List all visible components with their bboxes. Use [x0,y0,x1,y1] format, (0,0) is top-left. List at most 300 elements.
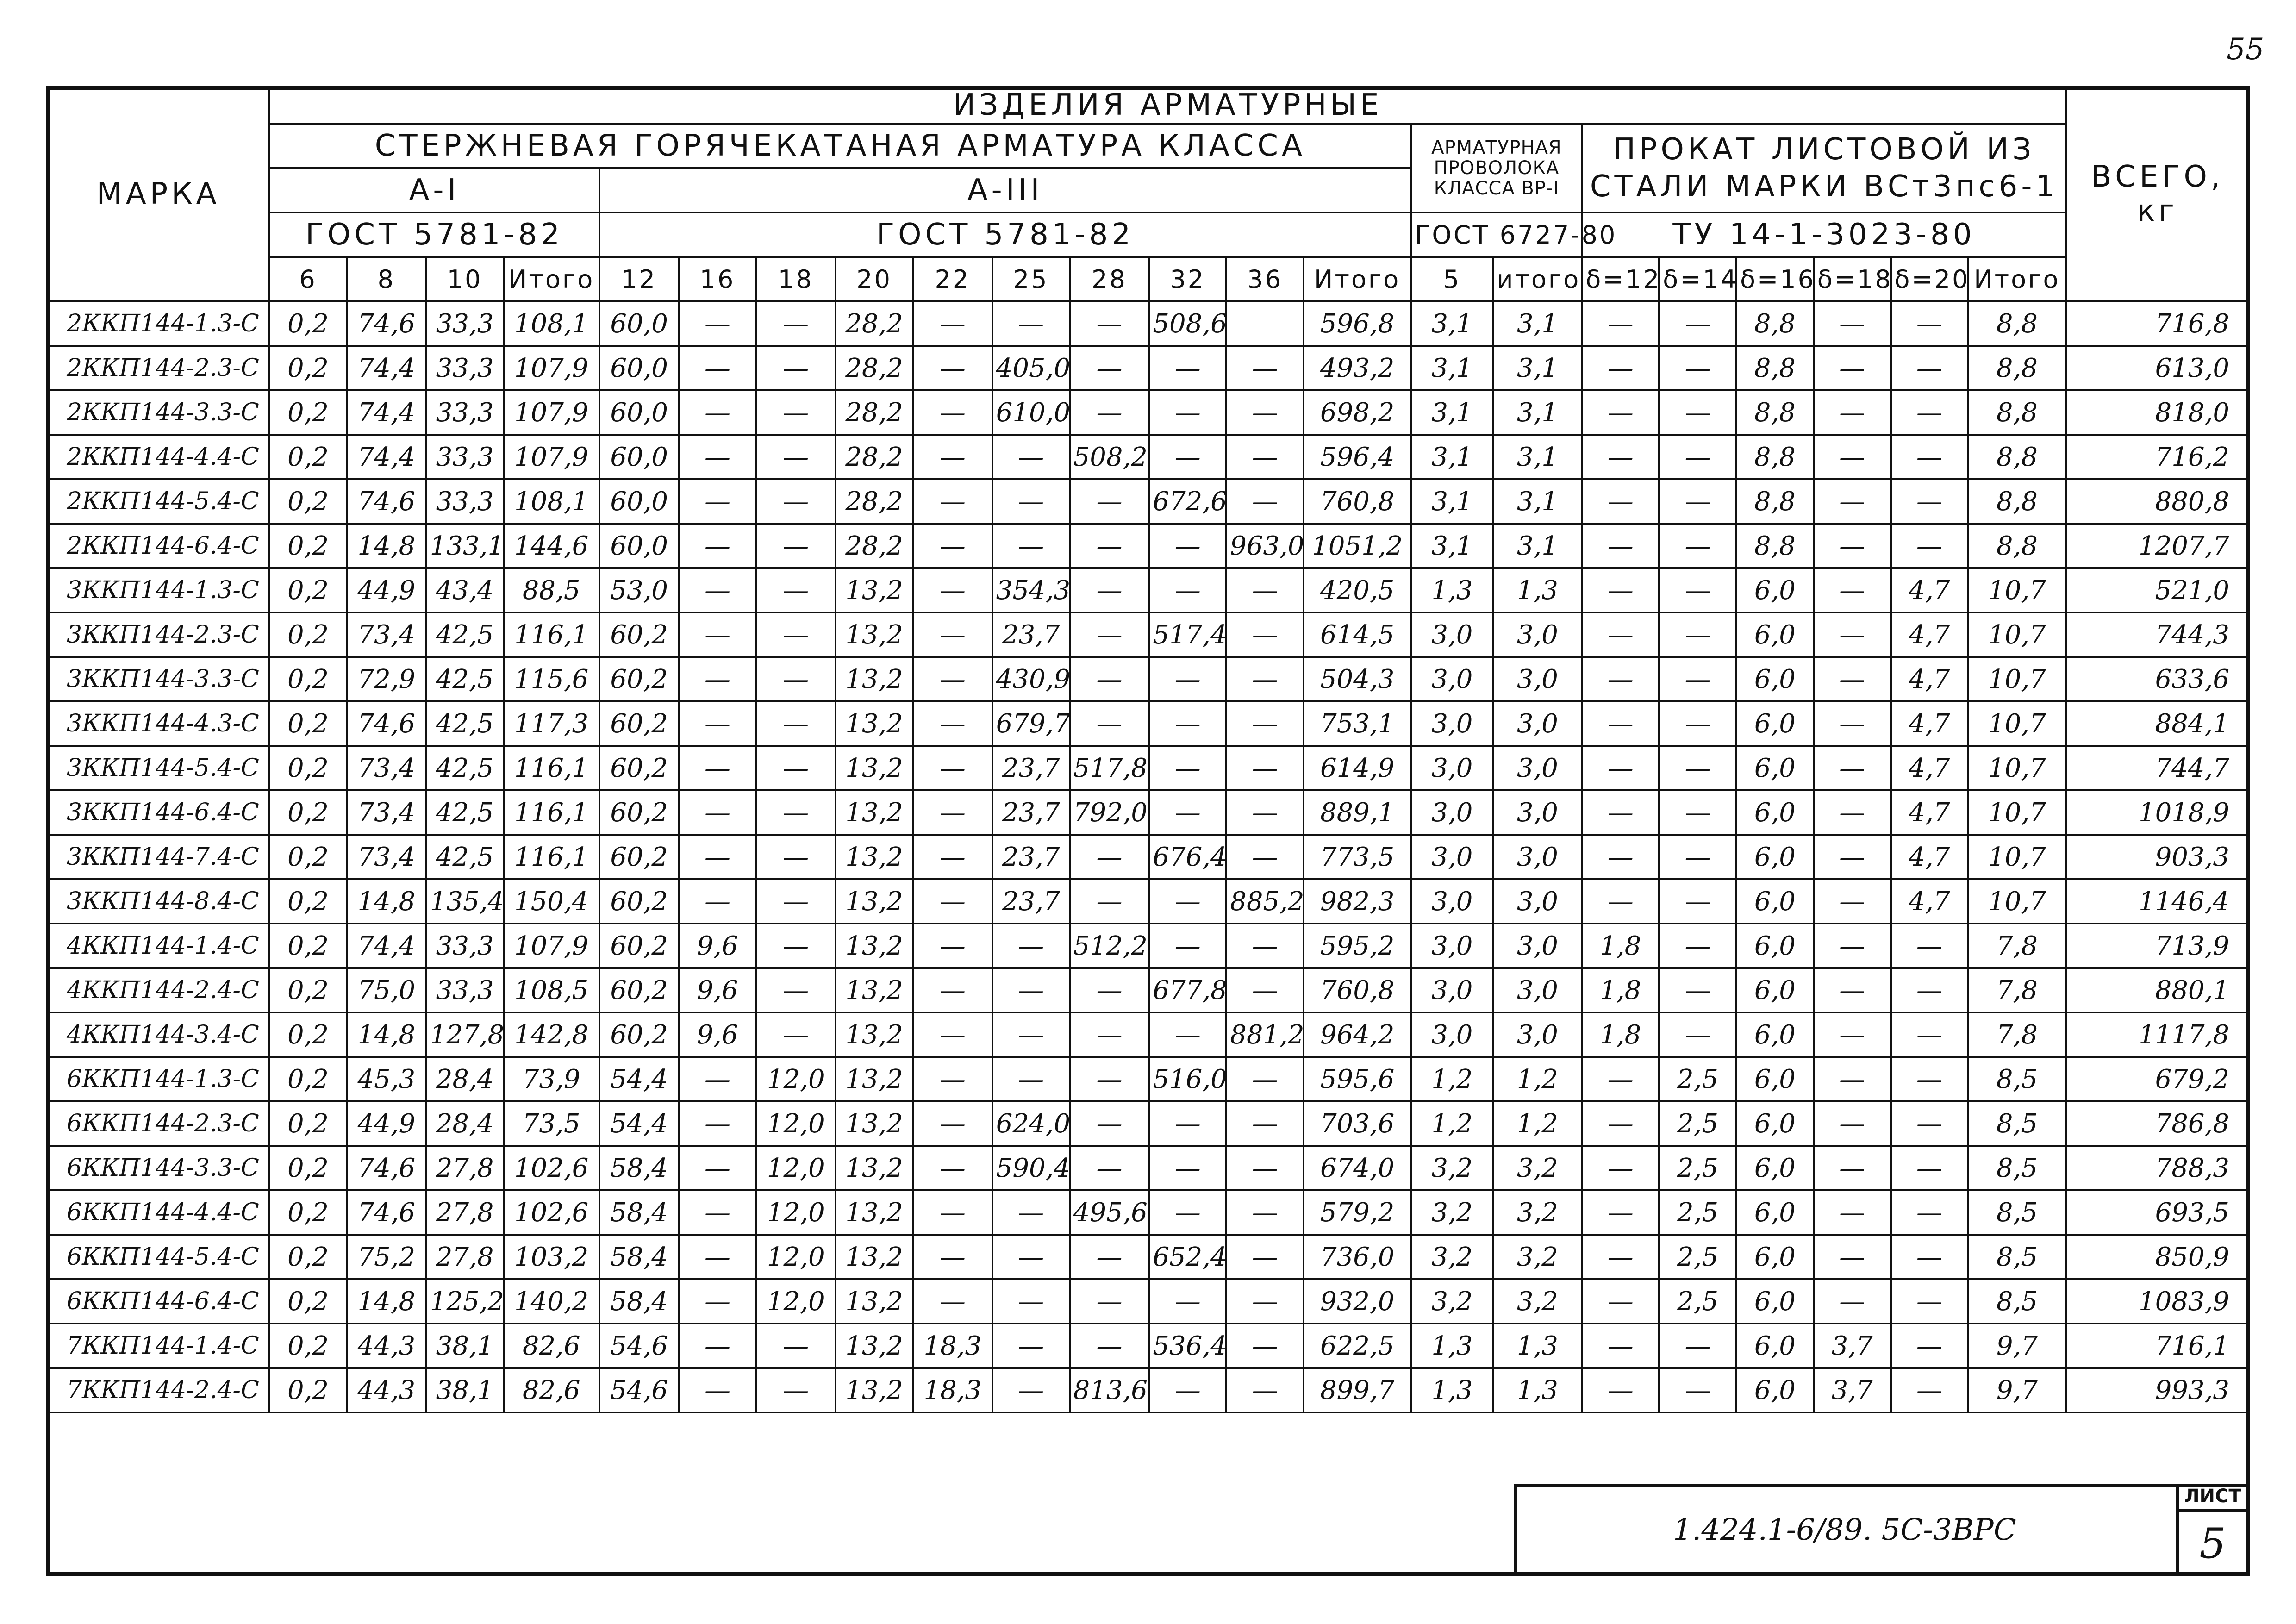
table-cell: — [1226,1146,1304,1190]
table-cell: 3,0 [1493,701,1582,746]
table-cell: — [756,968,836,1012]
table-cell: 792,0 [1070,790,1149,835]
table-cell: 14,8 [347,1279,426,1324]
sheet-label: ЛИСТ [2176,1484,2250,1512]
table-cell: 8,8 [1968,390,2066,435]
header-total: ВСЕГО, кг [2066,87,2249,301]
table-cell: 33,3 [426,390,504,435]
table-cell: — [1070,479,1149,524]
table-cell: 6,0 [1736,701,1814,746]
table-cell: — [679,1368,756,1412]
table-cell: 0,2 [269,968,347,1012]
table-cell: 1,8 [1582,924,1659,968]
table-cell: — [1226,924,1304,968]
table-cell: — [913,1235,992,1279]
table-cell: 1,2 [1493,1057,1582,1101]
header-col: 32 [1149,257,1226,301]
table-cell: 115,6 [504,657,599,701]
table-cell: 116,1 [504,790,599,835]
table-cell: — [1070,390,1149,435]
table-cell: 14,8 [347,879,426,924]
table-cell: 6,0 [1736,612,1814,657]
table-cell: 44,9 [347,1101,426,1146]
table-cell: 3,1 [1493,346,1582,390]
table-cell: 135,4 [426,879,504,924]
table-cell: 676,4 [1149,835,1226,879]
table-cell: 3,0 [1493,746,1582,790]
table-cell: — [679,835,756,879]
table-cell: — [1814,701,1891,746]
table-cell: — [1814,924,1891,968]
table-cell: 10,7 [1968,746,2066,790]
table-cell: — [913,1279,992,1324]
table-cell: — [1659,790,1736,835]
table-cell: — [1226,568,1304,612]
table-cell: 58,4 [599,1235,679,1279]
table-cell: 54,6 [599,1324,679,1368]
table-cell: — [1582,879,1659,924]
table-cell: 4,7 [1891,657,1968,701]
table-cell: — [679,746,756,790]
table-cell: — [1149,1146,1226,1190]
table-cell: — [913,479,992,524]
table-cell: — [913,568,992,612]
header-gost-a1: ГОСТ 5781-82 [269,212,599,257]
table-cell: — [992,1235,1070,1279]
table-cell: 3,0 [1411,835,1493,879]
table-cell: 0,2 [269,1368,347,1412]
table-cell: — [679,612,756,657]
table-cell: 73,4 [347,835,426,879]
table-cell: 6,0 [1736,924,1814,968]
header-col: Итого [1968,257,2066,301]
table-cell: 9,7 [1968,1324,2066,1368]
table-cell: 33,3 [426,301,504,346]
header-tu-sheet: ТУ 14-1-3023-80 [1582,212,2066,257]
row-mark: 2ККП144-2.3-С [47,346,269,390]
table-cell: 0,2 [269,657,347,701]
table-cell: 33,3 [426,924,504,968]
table-cell: 0,2 [269,479,347,524]
table-cell: — [756,924,836,968]
table-cell: 0,2 [269,435,347,479]
table-cell: 3,0 [1493,790,1582,835]
table-cell: — [992,524,1070,568]
table-cell: 622,5 [1304,1324,1411,1368]
table-cell: 13,2 [836,1368,913,1412]
table-cell: 42,5 [426,701,504,746]
header-col: 22 [913,257,992,301]
table-cell: — [1891,1368,1968,1412]
table-cell: — [913,1012,992,1057]
table-cell: 3,0 [1493,1012,1582,1057]
table-cell: 8,8 [1968,346,2066,390]
table-cell: — [1659,390,1736,435]
table-cell: 142,8 [504,1012,599,1057]
table-cell: 3,7 [1814,1324,1891,1368]
table-cell: — [1659,746,1736,790]
table-cell: — [992,1190,1070,1235]
table-cell: 1,8 [1582,968,1659,1012]
table-cell: 103,2 [504,1235,599,1279]
table-cell: 963,0 [1226,524,1304,568]
table-cell: 674,0 [1304,1146,1411,1190]
table-cell: — [913,524,992,568]
table-cell: 614,5 [1304,612,1411,657]
table-cell: — [679,435,756,479]
table-cell: 3,1 [1493,479,1582,524]
table-cell: — [1891,301,1968,346]
table-cell: 60,2 [599,701,679,746]
table-cell: 3,2 [1493,1190,1582,1235]
table-cell: — [1659,835,1736,879]
table-row [47,924,2249,968]
table-cell: — [1659,1368,1736,1412]
table-cell: — [679,1324,756,1368]
table-cell: — [1582,835,1659,879]
table-cell: — [1226,746,1304,790]
table-cell: — [1070,657,1149,701]
table-cell: 3,2 [1411,1279,1493,1324]
table-cell: 60,2 [599,790,679,835]
table-cell: 28,2 [836,346,913,390]
table-row [47,435,2249,479]
table-cell: — [1149,1190,1226,1235]
table-cell: 0,2 [269,1279,347,1324]
table-cell: 1,2 [1411,1101,1493,1146]
row-total-kg: 880,8 [2066,479,2249,524]
table-cell: — [679,390,756,435]
row-mark: 6ККП144-6.4-С [47,1279,269,1324]
table-cell: — [1070,1279,1149,1324]
table-row [47,568,2249,612]
row-mark: 6ККП144-1.3-С [47,1057,269,1101]
table-cell: 10,7 [1968,879,2066,924]
table-cell: 13,2 [836,1057,913,1101]
table-cell: — [1814,1146,1891,1190]
table-cell: 9,6 [679,968,756,1012]
header-col: Итого [504,257,599,301]
table-cell: — [1582,657,1659,701]
table-row [47,1235,2249,1279]
table-cell: — [913,790,992,835]
table-cell: — [1070,701,1149,746]
table-cell: 13,2 [836,568,913,612]
table-cell: — [1226,835,1304,879]
table-cell: — [1891,524,1968,568]
row-mark: 4ККП144-2.4-С [47,968,269,1012]
table-cell: 2,5 [1659,1057,1736,1101]
table-cell: 3,2 [1411,1190,1493,1235]
table-row [47,746,2249,790]
table-cell: 60,0 [599,301,679,346]
table-cell: 508,6 [1149,301,1226,346]
table-cell: 420,5 [1304,568,1411,612]
table-cell: — [679,1190,756,1235]
table-cell: 13,2 [836,924,913,968]
table-cell: 28,2 [836,435,913,479]
table-cell: 579,2 [1304,1190,1411,1235]
table-cell: 10,7 [1968,835,2066,879]
table-cell: 75,0 [347,968,426,1012]
table-cell: 13,2 [836,612,913,657]
table-cell: 60,2 [599,879,679,924]
table-cell: — [1582,479,1659,524]
table-cell: — [1070,1012,1149,1057]
header-sheet-steel: ПРОКАТ ЛИСТОВОЙ ИЗ СТАЛИ МАРКИ ВСт3пс6-1 [1582,124,2066,212]
table-cell: — [1226,390,1304,435]
table-cell: 3,0 [1493,924,1582,968]
table-cell: 60,0 [599,390,679,435]
table-cell: 14,8 [347,1012,426,1057]
table-cell: — [1582,1101,1659,1146]
table-cell: 3,1 [1411,346,1493,390]
row-total-kg: 613,0 [2066,346,2249,390]
table-cell: 28,2 [836,390,913,435]
table-cell: — [1149,657,1226,701]
table-cell: — [679,790,756,835]
table-cell: — [992,1012,1070,1057]
table-cell: — [913,746,992,790]
table-row [47,1101,2249,1146]
table-cell: — [1149,701,1226,746]
table-cell: — [1814,1235,1891,1279]
document-code: 1.424.1-6/89. 5С-3ВРС [1673,1513,2016,1547]
table-cell: — [1582,1146,1659,1190]
table-cell: 964,2 [1304,1012,1411,1057]
table-cell: 28,2 [836,524,913,568]
table-cell: — [756,701,836,746]
table-cell: 6,0 [1736,1324,1814,1368]
table-cell: — [1891,1101,1968,1146]
table-cell: 3,0 [1493,835,1582,879]
table-cell: — [1659,657,1736,701]
header-col: 8 [347,257,426,301]
table-cell: 0,2 [269,1190,347,1235]
table-cell: 13,2 [836,1279,913,1324]
header-class-a1: А-I [269,168,599,212]
row-total-kg: 693,5 [2066,1190,2249,1235]
table-cell: 760,8 [1304,968,1411,1012]
table-cell: 590,4 [992,1146,1070,1190]
table-cell: — [679,657,756,701]
table-cell: — [1582,746,1659,790]
table-cell: 0,2 [269,612,347,657]
row-mark: 3ККП144-6.4-С [47,790,269,835]
table-cell: — [913,390,992,435]
table-cell: 13,2 [836,657,913,701]
table-cell: 38,1 [426,1368,504,1412]
table-cell: — [1891,435,1968,479]
table-cell: 12,0 [756,1146,836,1190]
table-cell: 28,4 [426,1101,504,1146]
table-cell: — [1659,879,1736,924]
table-cell: 0,2 [269,524,347,568]
table-cell: 9,6 [679,924,756,968]
table-cell: 42,5 [426,835,504,879]
table-cell: 58,4 [599,1190,679,1235]
table-cell: 0,2 [269,1235,347,1279]
table-cell: 703,6 [1304,1101,1411,1146]
table-cell: 150,4 [504,879,599,924]
row-total-kg: 713,9 [2066,924,2249,968]
table-cell: 3,1 [1411,435,1493,479]
table-cell: 82,6 [504,1368,599,1412]
table-cell: — [1226,1235,1304,1279]
table-cell: — [1070,835,1149,879]
header-gost-wire: ГОСТ 6727-80 [1411,212,1582,257]
table-cell: — [1070,346,1149,390]
table-cell: — [1891,1235,1968,1279]
table-cell: 1,8 [1582,1012,1659,1057]
table-row [47,390,2249,435]
table-cell: 3,0 [1411,657,1493,701]
table-cell: — [1891,1057,1968,1101]
table-cell: — [756,879,836,924]
table-cell: — [1659,924,1736,968]
table-cell: — [679,1101,756,1146]
table-row [47,879,2249,924]
table-cell: — [1814,657,1891,701]
table-cell: 6,0 [1736,1368,1814,1412]
table-cell: — [1582,346,1659,390]
row-total-kg: 850,9 [2066,1235,2249,1279]
table-cell: 54,4 [599,1057,679,1101]
table-cell: — [913,924,992,968]
table-cell: — [1070,1146,1149,1190]
table-cell: 10,7 [1968,701,2066,746]
table-cell: — [1582,790,1659,835]
table-row [47,1324,2249,1368]
table-cell: 12,0 [756,1190,836,1235]
table-header [47,87,2249,301]
table-cell: 495,6 [1070,1190,1149,1235]
table-cell: — [1226,790,1304,835]
table-cell: — [992,1279,1070,1324]
table-cell: 595,2 [1304,924,1411,968]
table-cell: 6,0 [1736,1190,1814,1235]
table-cell: 516,0 [1149,1057,1226,1101]
table-cell: 117,3 [504,701,599,746]
table-cell: 6,0 [1736,1235,1814,1279]
table-cell: 42,5 [426,657,504,701]
table-cell: 430,9 [992,657,1070,701]
table-cell: — [756,657,836,701]
table-cell: 44,3 [347,1324,426,1368]
row-mark: 3ККП144-2.3-С [47,612,269,657]
table-cell: — [1149,524,1226,568]
row-total-kg: 788,3 [2066,1146,2249,1190]
table-cell: 932,0 [1304,1279,1411,1324]
table-cell: 60,0 [599,435,679,479]
table-cell: 73,4 [347,790,426,835]
table-cell: — [1070,1057,1149,1101]
table-cell: 6,0 [1736,1012,1814,1057]
table-cell: 88,5 [504,568,599,612]
table-row [47,835,2249,879]
table-cell: 8,8 [1736,346,1814,390]
table-cell: — [756,1012,836,1057]
table-cell: — [1149,924,1226,968]
header-col: δ=16 [1736,257,1814,301]
table-cell: 0,2 [269,390,347,435]
table-cell: 3,2 [1493,1279,1582,1324]
table-cell: — [1070,301,1149,346]
table-cell: — [1814,479,1891,524]
table-cell: — [1149,879,1226,924]
table-cell: 23,7 [992,835,1070,879]
table-cell: 0,2 [269,746,347,790]
table-cell: 107,9 [504,346,599,390]
table-cell: 12,0 [756,1279,836,1324]
table-cell: — [913,1101,992,1146]
table-cell: — [913,1146,992,1190]
table-cell: 8,5 [1968,1057,2066,1101]
table-cell: 73,5 [504,1101,599,1146]
table-cell: 13,2 [836,1190,913,1235]
table-cell: 14,8 [347,524,426,568]
header-rod-reinforcement: СТЕРЖНЕВАЯ ГОРЯЧЕКАТАНАЯ АРМАТУРА КЛАССА [269,124,1411,168]
table-cell: — [1149,435,1226,479]
table-cell: 2,5 [1659,1101,1736,1146]
row-mark: 2ККП144-3.3-С [47,390,269,435]
table-cell: — [679,524,756,568]
table-cell: — [1226,968,1304,1012]
table-cell: — [756,612,836,657]
table-cell: 504,3 [1304,657,1411,701]
table-cell: 0,2 [269,1324,347,1368]
table-cell: 13,2 [836,1235,913,1279]
table-cell: 0,2 [269,1146,347,1190]
table-cell: — [1814,1012,1891,1057]
table-cell: 6,0 [1736,746,1814,790]
table-cell: 677,8 [1149,968,1226,1012]
table-cell: 33,3 [426,435,504,479]
row-total-kg: 818,0 [2066,390,2249,435]
table-cell: 8,8 [1736,301,1814,346]
table-cell: 1,3 [1493,568,1582,612]
header-col: 6 [269,257,347,301]
table-cell: — [1659,346,1736,390]
table-cell: — [679,1279,756,1324]
header-col: 5 [1411,257,1493,301]
header-gost-a3: ГОСТ 5781-82 [599,212,1411,257]
table-row [47,1146,2249,1190]
table-cell: 82,6 [504,1324,599,1368]
table-cell: 23,7 [992,612,1070,657]
table-cell: — [1814,879,1891,924]
table-cell: 3,0 [1493,657,1582,701]
table-cell: — [992,1368,1070,1412]
table-cell: 596,4 [1304,435,1411,479]
table-cell: — [679,479,756,524]
table-cell: — [1814,968,1891,1012]
header-col: δ=12 [1582,257,1659,301]
table-cell: — [1070,1235,1149,1279]
table-cell: — [679,346,756,390]
table-cell: — [913,1057,992,1101]
table-cell: 102,6 [504,1190,599,1235]
header-col: 20 [836,257,913,301]
table-cell: 3,1 [1493,390,1582,435]
header-col: 25 [992,257,1070,301]
table-cell: 13,2 [836,1146,913,1190]
table-row [47,968,2249,1012]
table-row [47,612,2249,657]
table-cell: 12,0 [756,1057,836,1101]
table-cell: — [1891,968,1968,1012]
table-cell: 0,2 [269,568,347,612]
